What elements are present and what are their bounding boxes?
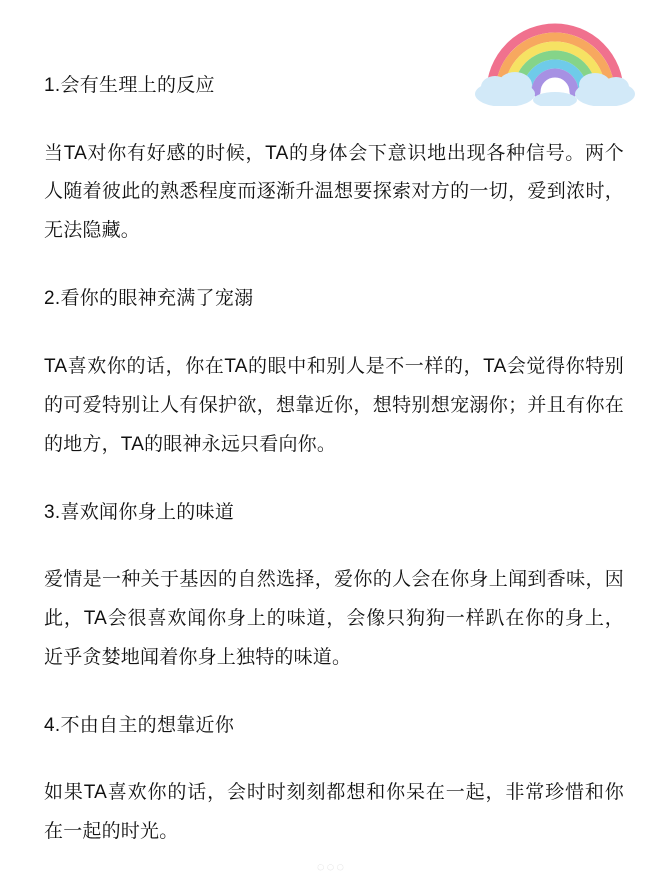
section-3 — [44, 499, 624, 678]
section-2 — [44, 285, 624, 464]
footer-watermark: ◌◌◌ — [316, 859, 347, 874]
section-paragraph: TA喜欢你的话，你在TA的眼中和别人是不一样的，TA会觉得你特别的可爱特别让人有保护欲，想靠近你，想特别想宠溺你；并且有你在的地方，TA的眼神永远只看向你。 — [44, 355, 624, 455]
section-1 — [44, 72, 624, 251]
section-paragraph: 爱情是一种关于基因的自然选择，爱你的人会在你身上闻到香味，因此，TA会很喜欢闻你身上的味道，会像只狗狗一样趴在你的身上，近乎贪婪地闻着你身上独特的味道。 — [44, 569, 624, 668]
section-heading: 2.看你的眼神充满了宠溺 — [44, 288, 254, 310]
section-heading: 3.喜欢闻你身上的味道 — [44, 501, 235, 523]
section-paragraph: 如果TA喜欢你的话，会时时刻刻都想和你呆在一起，非常珍惜和你在一起的时光。 — [44, 782, 624, 843]
section-heading: 4.不由自主的想靠近你 — [44, 714, 235, 736]
section-4 — [44, 712, 624, 852]
article-body — [44, 72, 624, 852]
section-paragraph: 当TA对你有好感的时候，TA的身体会下意识地出现各种信号。两个人随着彼此的熟悉程度而逐渐升温想要探索对方的一切，爱到浓时，无法隐藏。 — [44, 142, 624, 242]
section-heading: 1.会有生理上的反应 — [44, 75, 215, 96]
